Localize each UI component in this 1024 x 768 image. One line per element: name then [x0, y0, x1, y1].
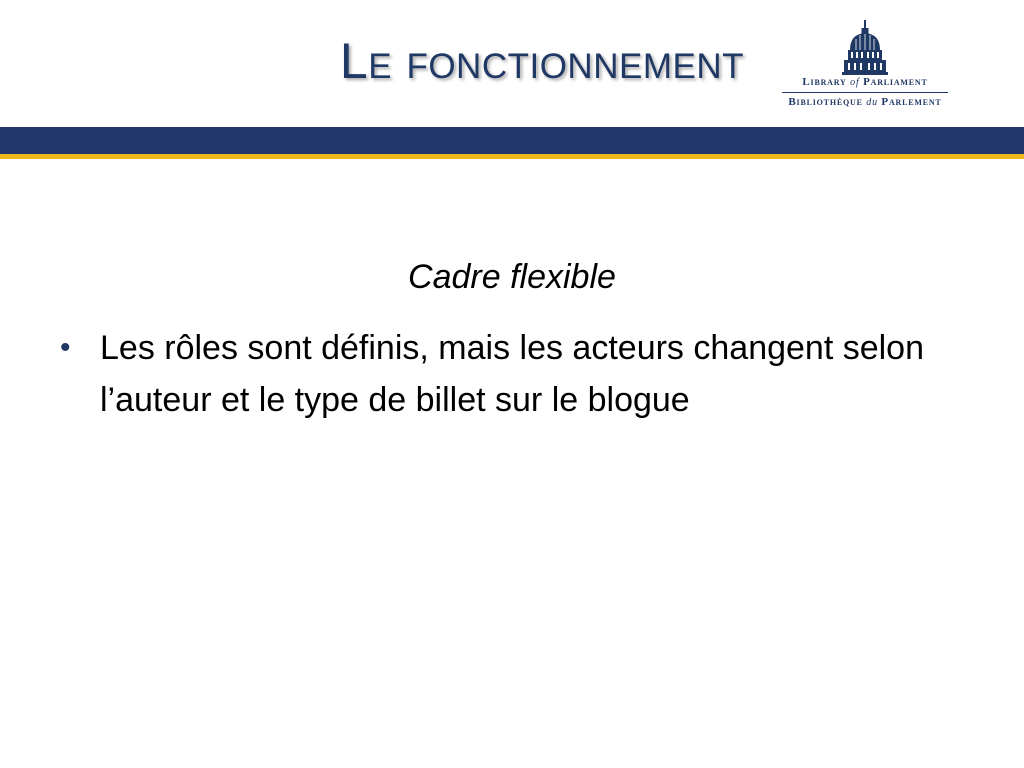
bullet-list: [58, 322, 978, 426]
slide-subtitle: Cadre flexible: [408, 258, 616, 296]
parliament-library-building-icon: [842, 20, 888, 76]
slide-title: Le fonctionnement: [339, 33, 744, 89]
logo-text-english: Library of Parliament: [802, 76, 928, 88]
bullet-item: [58, 322, 978, 426]
bullet-text: Les rôles sont définis, mais les acteurs changent selon l’auteur et le type de billet sur le blogue: [100, 329, 925, 419]
header-band-blue: [0, 127, 1024, 154]
library-of-parliament-logo: [776, 18, 954, 114]
logo-divider: [782, 92, 948, 93]
header-band-gold: [0, 154, 1024, 159]
bullet-marker: •: [60, 331, 71, 364]
logo-text-french: Bibliothèque du Parlement: [788, 96, 942, 108]
